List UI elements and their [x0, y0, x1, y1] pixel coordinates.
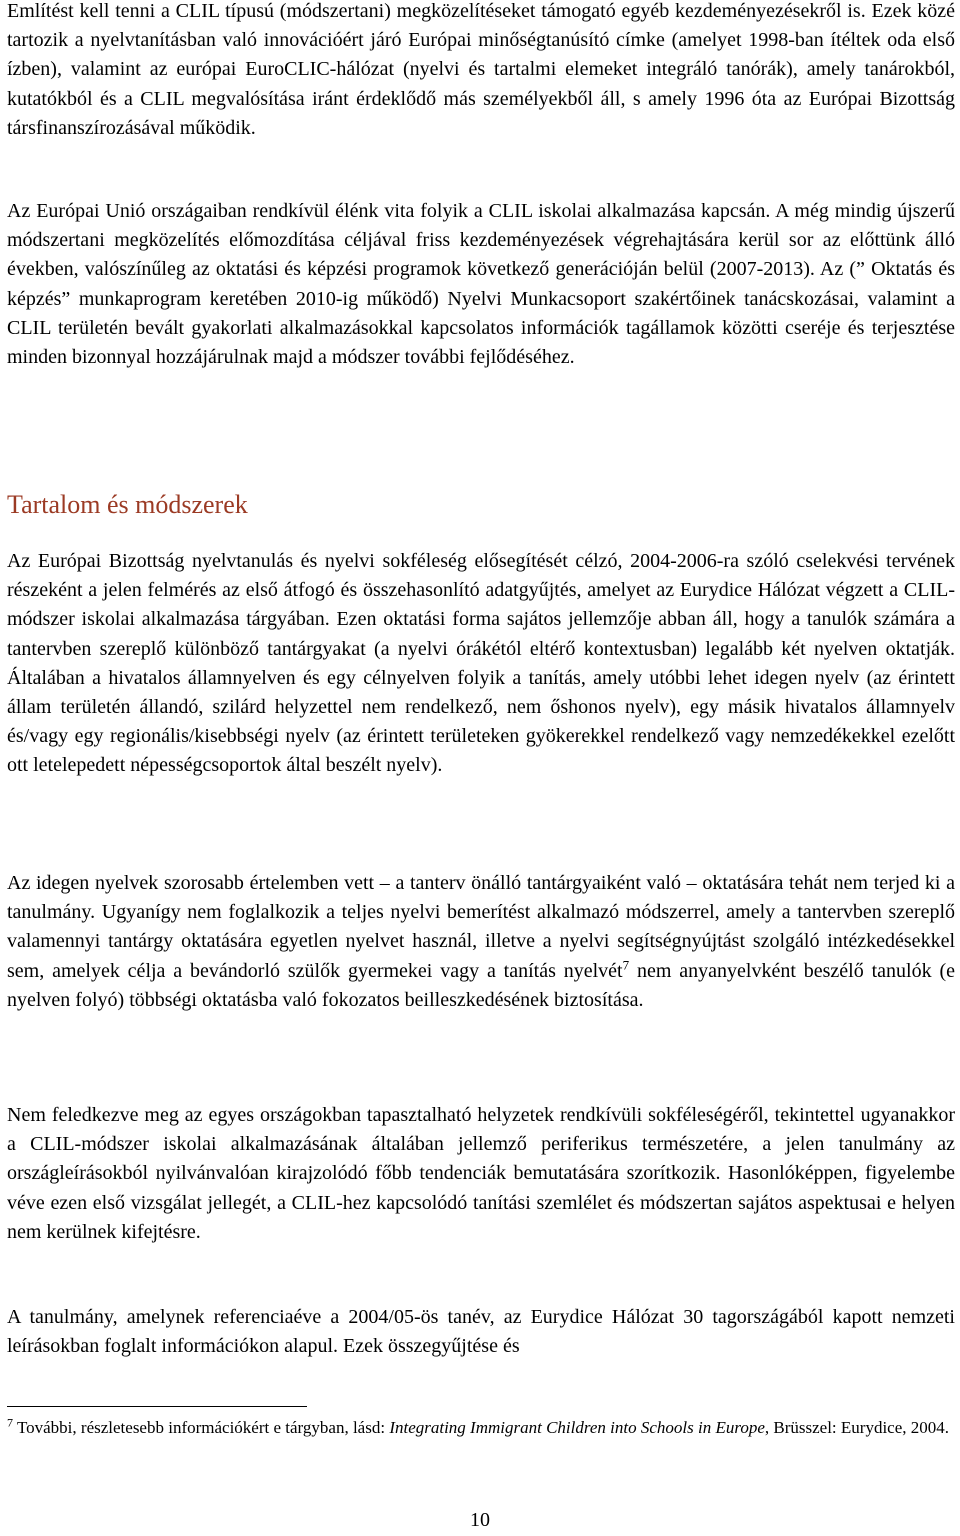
footnote-text-start: További, részletesebb információkért e tárgyban, lásd:: [13, 1418, 390, 1437]
page-number: 10: [470, 1509, 490, 1531]
footnote: [7, 1415, 955, 1440]
footnote-text-end: , Brüsszel: Eurydice, 2004.: [764, 1418, 950, 1437]
paragraph-exclusions: [7, 869, 955, 1015]
footnote-cited-title: Integrating Immigrant Children into Schools in Europe: [389, 1418, 765, 1437]
paragraph-diversity: Nem feledkezve meg az egyes országokban tapasztalható helyzetek rendkívüli sokféleségéről, tekintettel ugyanakkor a CLIL-módszer iskolai alkalmazásának általában jellemző periferikus természetére, a jelen tanulmány az országleírásokból nyilvánvalóan kirajzolódó főbb tendenciák bemutatására szorítkozik. Hasonlóképpen, figyelembe véve ezen első vizsgálat jellegét, a CLIL-hez kapcsolódó tanítási szemlélet és módszertan sajátos aspektusai e helyen nem kerülnek kifejtésre.: [7, 1104, 955, 1243]
paragraph-survey-scope: Az Európai Bizottság nyelvtanulás és nyelvi sokféleség elősegítését célzó, 2004-2006-ra szóló cselekvési tervének részeként a jelen felmérés az első átfogó és összehasonlító adatgyűjtés, amelyet az Eurydice Hálózat végzett a CLIL-módszer iskolai alkalmazása tárgyában. Ezen oktatási forma sajátos jellemzője abban áll, hogy a tanulók számára a tantervben szereplő különböző tantárgyakat (a nyelvi órákétól eltérő kontextusban) legalább két nyelven oktatják. Általában a hivatalos államnyelven és egy célnyelven folyik a tanítás, amely utóbbi lehet idegen nyelv (az érintett állam területén állandó, szilárd helyzettel nem rendelkező, nem őshonos nyelv), egy másik hivatalos államnyelv és/vagy egy regionális/kisebbségi nyelv (az érintett területeken gyökerekkel rendelkező vagy nemzedékekkel ezelőtt ott letelepedett népességcsoportok által beszélt nyelv).: [7, 550, 955, 777]
paragraph-exclusions-text-end: nem anyanyelvként beszélő tanulók (e nyelven folyó) többségi oktatásba való fokozatos beilleszkedésének biztosítása.: [7, 959, 955, 1011]
paragraph-clil-initiatives: Említést kell tenni a CLIL típusú (módszertani) megközelítéseket támogató egyéb kezdeményezésekről is. Ezek közé tartozik a nyelvtanításban való innovációért járó Európai minőségtanúsító címke (amelyet 1998-ban ítéltek oda első ízben), valamint az európai EuroCLIC-hálózat (nyelvi és tartalmi elemeket integráló tanórák), amely tanárokból, kutatókból és a CLIL megvalósítása iránt érdeklődő más személyekből áll, s amely 1996 óta az Európai Bizottság társfinanszírozásával működik.: [7, 0, 955, 139]
footnote-divider: [7, 1406, 307, 1407]
paragraph-reference-year: A tanulmány, amelynek referenciaéve a 2004/05-ös tanév, az Eurydice Hálózat 30 tagországából kapott nemzeti leírásokban foglalt információkon alapul. Ezek összegyűjtése és: [7, 1306, 955, 1358]
paragraph-eu-debate: Az Európai Unió országaiban rendkívül élénk vita folyik a CLIL iskolai alkalmazása kapcsán. A még mindig újszerű módszertani megközelítés előmozdítása céljával friss kezdeményezések végrehajtására kerül sor az előttünk álló években, valószínűleg az oktatási és képzési programok következő generációján belül (2007-2013). Az (” Oktatás és képzés” munkaprogram keretében 2010-ig működő) Nyelvi Munkacsoport szakértőinek tanácskozásai, valamint a CLIL területén bevált gyakorlati alkalmazásokkal kapcsolatos információk tagállamok közötti cseréje és terjesztése minden bizonnyal hozzájárulnak majd a módszer további fejlődéséhez.: [7, 200, 955, 369]
section-heading: Tartalom és módszerek: [7, 490, 248, 519]
paragraph-exclusions-text-start: Az idegen nyelvek szorosabb értelemben vett – a tanterv önálló tantárgyaiként való – oktatására tehát nem terjed ki a tanulmány. Ugyanígy nem foglalkozik a teljes nyelvi bemerítést alkalmazó módszerrel, amely a tantervben szereplő valamennyi tantárgy oktatására egyetlen nyelvet használ, illetve a nyelvi segítségnyújtást szolgáló intézkedésekkel sem, amelyek célja a bevándorló szülők gyermekei vagy a tanítás nyelvét: [7, 872, 955, 982]
footnote-number: 7: [7, 1415, 13, 1430]
footnote-reference[interactable]: 7: [622, 956, 630, 972]
